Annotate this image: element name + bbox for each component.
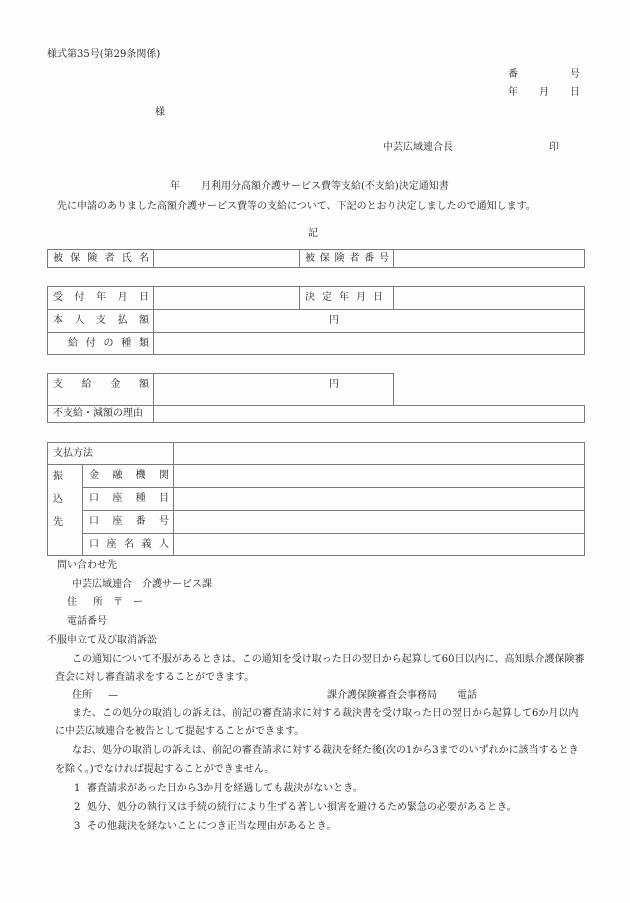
decision-date-label (300, 291, 393, 305)
benefit-type-label-cell (47, 332, 154, 355)
payment-method-value-cell (173, 442, 585, 465)
account-holder-value-cell (173, 533, 585, 556)
transfer-destination-label-cell (47, 464, 83, 556)
label-char: 金 (89, 470, 99, 481)
payment-amount-value-cell (153, 373, 394, 406)
label-char: 号 (158, 516, 169, 527)
issue-date-month: 月 (539, 87, 549, 98)
bank-row-label-cell (82, 487, 174, 511)
receipt-date-label (48, 291, 153, 305)
account-holder-label (83, 538, 173, 552)
label-char: 種 (121, 337, 132, 349)
benefit-type-label (48, 337, 153, 351)
intro-text: 先に申請のありました高額介護サービス費等の支給について、下記のとおり決定しましたので通知します。 (57, 201, 536, 212)
exception-text: 審査請求があった日から3か月を経過しても裁決がないとき。 (87, 783, 363, 794)
insured-name-label-cell (47, 249, 154, 268)
payment-method-label: 支払方法 (53, 447, 93, 459)
label-char: 名 (138, 252, 149, 264)
label-char: 険 (334, 252, 345, 264)
label-char: 金 (110, 379, 121, 390)
reference-number-ban: 番 (508, 69, 518, 80)
insured-number-value-cell (393, 249, 585, 268)
receipt-date-value-cell (153, 286, 300, 310)
label-char: 号 (378, 252, 389, 264)
label-char: 口 (89, 538, 99, 550)
issue-date-year: 年 (508, 87, 518, 98)
label-char: 者 (104, 252, 115, 264)
contact-postal: 〒 ー (113, 597, 143, 608)
label-char: 定 (322, 292, 332, 303)
payment-amount-unit: 円 (329, 379, 339, 390)
label-char: 番 (135, 516, 146, 527)
label-char: 決 (305, 292, 315, 303)
account-number-value-cell (173, 510, 585, 534)
recipient-honorific: 様 (155, 107, 165, 118)
review-office-address-dash: — (108, 690, 118, 701)
reason-label: 不支給・減額の理由 (53, 408, 143, 419)
insured-name-value-cell (153, 249, 300, 268)
payment-amount-label (48, 378, 153, 392)
exception-text: その他裁決を経ないことにつき正当な理由があるとき。 (87, 821, 337, 832)
contact-phone-label: 電話番号 (67, 616, 107, 627)
contact-address-label (67, 596, 103, 610)
label-char: 受 (53, 292, 63, 303)
appeal-paragraph2-line1: また、この処分の取消しの訴えは、前記の審査請求に対する裁決書を受け取った日の翌日から起算して6か月以内 (72, 708, 579, 719)
seal-mark: 印 (549, 142, 559, 153)
label-char: 振 (53, 471, 63, 482)
review-office-phone-label: 電話 (457, 690, 477, 701)
label-char: 種 (135, 493, 146, 504)
label-char: 関 (158, 470, 169, 481)
appeal-paragraph3-line2: を除く。)でなければ提起することができません。 (55, 764, 275, 775)
label-char: 月 (117, 292, 128, 303)
label-char: 住 (67, 597, 77, 608)
label-char: 人 (159, 538, 169, 550)
issue-date-day: 日 (570, 87, 580, 98)
label-char: 先 (53, 517, 63, 528)
label-char: 所 (93, 597, 103, 608)
label-char: 年 (96, 292, 106, 303)
reason-label-cell (47, 405, 154, 423)
label-char: 付 (85, 337, 96, 349)
label-char: 氏 (121, 252, 132, 264)
contact-office: 中芸広域連合 介護サービス課 (72, 579, 212, 590)
appeal-paragraph1-line2: 査会に対し審査請求をすることができます。 (55, 672, 255, 683)
label-char: 口 (89, 493, 99, 504)
reference-number-go: 号 (570, 69, 580, 80)
document-title: 月利用分高額介護サービス費等支給(不支給)決定通知書 (201, 181, 449, 192)
label-char: 保 (70, 252, 81, 264)
exception-number: 2 (74, 802, 81, 813)
payment-amount-label-cell (47, 373, 154, 406)
label-char: の (103, 337, 114, 349)
insured-name-label (48, 252, 153, 266)
label-char: 融 (112, 470, 123, 481)
review-office-address-label: 住所 (72, 690, 92, 701)
label-char: 給 (81, 379, 92, 390)
issuer-name: 中芸広域連合長 (383, 142, 453, 153)
review-office-name: 課介護保険審査会事務局 (327, 690, 437, 701)
reason-value-cell (153, 405, 585, 423)
label-char: 名 (124, 538, 134, 550)
insured-number-label (300, 252, 393, 266)
appeal-paragraph1-line1: この通知について不服があるときは、この通知を受け取った日の翌日から起算して60日以内に、高知県介護保険審 (72, 654, 585, 665)
label-char: 類 (139, 337, 149, 349)
benefit-type-value-cell (153, 332, 585, 355)
self-payment-unit: 円 (329, 315, 339, 326)
label-char: 年 (339, 292, 349, 303)
label-char: 支 (96, 315, 106, 326)
label-char: 額 (138, 379, 149, 390)
account-number-label (83, 515, 173, 529)
label-char: 人 (74, 315, 85, 326)
label-char: 口 (89, 516, 99, 527)
contact-heading: 問い合わせ先 (57, 560, 117, 571)
financial-institution-value-cell (173, 464, 585, 488)
bank-row-label-cell (82, 533, 174, 556)
payment-method-label-cell (47, 442, 174, 465)
appeal-paragraph2-line2: に中芸広域連合を被告として提起することができます。 (55, 726, 305, 737)
transfer-destination-label (53, 470, 63, 539)
financial-institution-label (83, 469, 173, 483)
decision-date-value-cell (393, 286, 585, 310)
label-char: 本 (53, 315, 63, 326)
label-char: 被 (305, 252, 315, 264)
label-char: 月 (356, 292, 366, 303)
label-char: 日 (373, 292, 383, 303)
label-char: 払 (117, 315, 128, 326)
self-payment-label (48, 314, 153, 328)
exception-number: 3 (74, 821, 81, 832)
account-type-label (83, 492, 173, 506)
label-char: 座 (112, 516, 123, 527)
label-char: 者 (349, 252, 360, 264)
self-payment-value-cell (153, 309, 585, 333)
exception-number: 1 (74, 783, 81, 794)
label-char: 番 (364, 252, 375, 264)
label-char: 険 (87, 252, 98, 264)
bank-row-label-cell (82, 510, 174, 534)
appeal-heading: 不服申立て及び取消訴訟 (47, 635, 157, 646)
decision-date-label-cell (299, 286, 394, 310)
label-char: 機 (135, 470, 146, 481)
label-char: 座 (112, 493, 123, 504)
label-char: 座 (106, 538, 117, 550)
ki-heading: 記 (308, 228, 318, 239)
label-char: 被 (53, 252, 63, 264)
insured-number-label-cell (299, 249, 394, 268)
exception-text: 処分、処分の執行又は手続の続行により生ずる著しい損害を避けるため緊急の必要があるとき。 (87, 802, 517, 813)
label-char: 込 (53, 494, 63, 505)
label-char: 額 (139, 315, 149, 326)
label-char: 付 (74, 292, 85, 303)
form-number: 様式第35号(第29条関係) (47, 49, 161, 60)
appeal-paragraph3-line1: なお、処分の取消しの訴えは、前記の審査請求に対する裁決を経た後(次の1から3までのいずれかに該当するとき (72, 745, 579, 756)
receipt-date-label-cell (47, 286, 154, 310)
label-char: 日 (139, 292, 149, 303)
bank-row-label-cell (82, 464, 174, 488)
label-char: 保 (319, 252, 330, 264)
label-char: 給 (68, 337, 78, 349)
self-payment-label-cell (47, 309, 154, 333)
label-char: 義 (141, 538, 152, 550)
title-year-label: 年 (170, 181, 180, 192)
label-char: 支 (53, 379, 63, 390)
account-type-value-cell (173, 487, 585, 511)
label-char: 目 (158, 493, 169, 504)
